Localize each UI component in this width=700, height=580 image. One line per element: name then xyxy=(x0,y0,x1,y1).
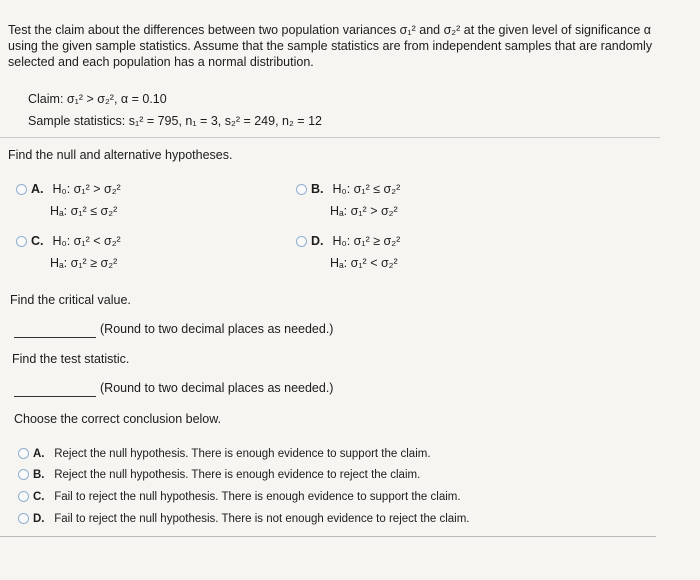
alt-hypothesis: Hₐ: σ₁² < σ₂² xyxy=(330,256,398,270)
intro-line-3: selected and each population has a normal distribution. xyxy=(8,55,314,69)
test-statistic-prompt: Find the test statistic. xyxy=(12,352,130,366)
option-text: Reject the null hypothesis. There is enough evidence to reject the claim. xyxy=(54,469,421,481)
hypothesis-option-d[interactable] xyxy=(296,230,400,274)
conclusion-prompt: Choose the correct conclusion below. xyxy=(14,412,222,426)
null-hypothesis: H₀: σ₁² > σ₂² xyxy=(52,182,121,196)
conclusion-option-a[interactable] xyxy=(18,444,431,464)
intro-line-2: using the given sample statistics. Assume that the sample statistics are from independent samples that are randomly xyxy=(8,39,653,53)
conclusion-option-c[interactable] xyxy=(18,487,461,507)
null-hypothesis: H₀: σ₁² ≤ σ₂² xyxy=(332,182,401,196)
option-letter: C. xyxy=(33,491,45,503)
claim-block xyxy=(28,88,322,132)
intro-line-1: Test the claim about the differences between two population variances σ₁² and σ₂² at the given level of significance α xyxy=(8,23,651,37)
option-letter: A. xyxy=(33,448,45,460)
alt-hypothesis: Hₐ: σ₁² ≥ σ₂² xyxy=(50,256,118,270)
sample-statistics: Sample statistics: s₁² = 795, n₁ = 3, s₂² = 249, n₂ = 12 xyxy=(28,114,322,128)
alt-hypothesis: Hₐ: σ₁² > σ₂² xyxy=(330,204,398,218)
radio-button[interactable] xyxy=(18,448,29,459)
conclusion-option-d[interactable] xyxy=(18,509,470,529)
question-text xyxy=(8,22,668,70)
option-letter: D. xyxy=(311,234,324,248)
test-statistic-hint: (Round to two decimal places as needed.) xyxy=(100,381,334,395)
option-letter: B. xyxy=(33,469,45,481)
test-statistic-input[interactable] xyxy=(14,396,96,397)
radio-button[interactable] xyxy=(18,469,29,480)
radio-button[interactable] xyxy=(16,184,27,195)
null-hypothesis: H₀: σ₁² < σ₂² xyxy=(52,234,121,248)
radio-button[interactable] xyxy=(16,236,27,247)
radio-button[interactable] xyxy=(296,184,307,195)
hypothesis-option-b[interactable] xyxy=(296,178,400,222)
null-hypothesis: H₀: σ₁² ≥ σ₂² xyxy=(332,234,401,248)
option-letter: D. xyxy=(33,513,45,525)
option-letter: C. xyxy=(31,234,44,248)
radio-button[interactable] xyxy=(296,236,307,247)
option-text: Fail to reject the null hypothesis. There is not enough evidence to reject the claim. xyxy=(54,513,470,525)
critical-value-prompt: Find the critical value. xyxy=(10,293,131,307)
divider xyxy=(0,137,660,138)
option-text: Fail to reject the null hypothesis. There is enough evidence to support the claim. xyxy=(54,491,461,503)
conclusion-option-b[interactable] xyxy=(18,465,420,485)
option-text: Reject the null hypothesis. There is enough evidence to support the claim. xyxy=(54,448,431,460)
hypothesis-option-a[interactable] xyxy=(16,178,121,222)
option-letter: A. xyxy=(31,182,44,196)
option-letter: B. xyxy=(311,182,324,196)
hypotheses-prompt: Find the null and alternative hypotheses. xyxy=(8,148,233,162)
bottom-divider xyxy=(0,536,656,537)
alt-hypothesis: Hₐ: σ₁² ≤ σ₂² xyxy=(50,204,118,218)
radio-button[interactable] xyxy=(18,513,29,524)
hypothesis-option-c[interactable] xyxy=(16,230,121,274)
radio-button[interactable] xyxy=(18,491,29,502)
critical-value-hint: (Round to two decimal places as needed.) xyxy=(100,322,334,336)
claim-text: Claim: σ₁² > σ₂², α = 0.10 xyxy=(28,92,167,106)
critical-value-input[interactable] xyxy=(14,337,96,338)
